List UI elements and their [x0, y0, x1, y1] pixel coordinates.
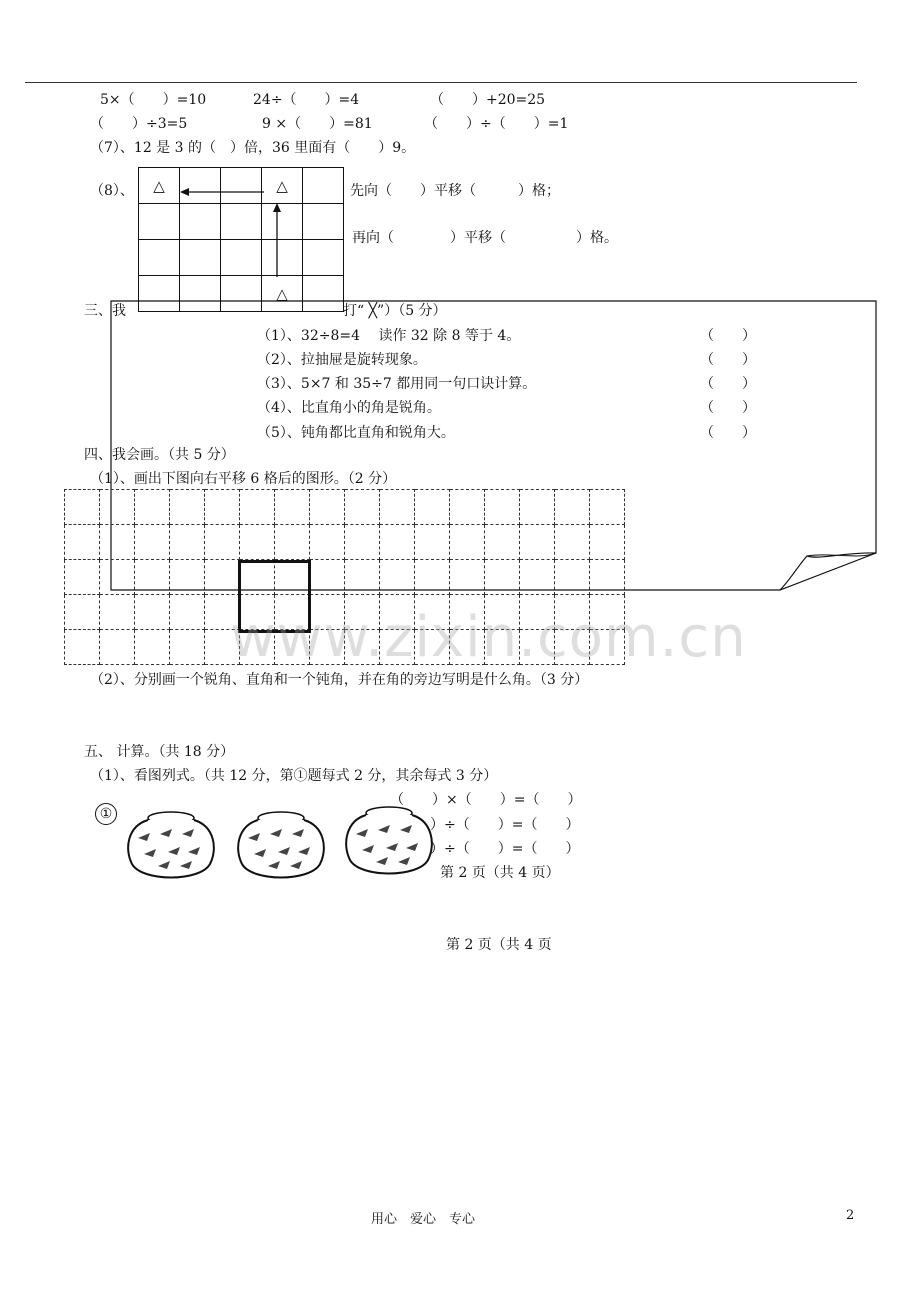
question-8-line2: 再向（ ）平移（ ）格。: [352, 230, 618, 246]
equation-1c: （ ）+20=25: [430, 92, 546, 108]
question-7: （7）、12 是 3 的（ ）倍，36 里面有（ ）9。: [90, 140, 416, 156]
tf-answer-5[interactable]: （ ）: [700, 425, 756, 441]
fishbowl-icon: [234, 808, 329, 883]
section-5-q1: （1）、看图列式。（共 12 分，第①题每式 2 分，其余每式 3 分）: [90, 768, 498, 784]
fishbowl-icon: [124, 808, 219, 883]
equation-2a: （ ）÷3=5: [90, 116, 188, 132]
section-5-heading: 五、 计算。（共 18 分）: [84, 744, 235, 760]
equation-2b: 9 ×（ ）=81: [262, 116, 373, 132]
section-3-heading-tail: 打“ ╳”）（5 分）: [343, 303, 447, 319]
tf-item-3: （3）、5×7 和 35÷7 都用同一句口诀计算。: [257, 376, 537, 392]
tf-answer-2[interactable]: （ ）: [700, 352, 756, 368]
tf-item-1: （1）、32÷8=4 读作 32 除 8 等于 4。: [257, 328, 521, 344]
section-4-heading: 四、我会画。（共 5 分）: [84, 447, 235, 463]
page-number-center: 第 2 页（共 4 页: [446, 937, 552, 953]
equation-2c: （ ）÷（ ）=1: [424, 116, 569, 132]
circled-one: ①: [95, 803, 117, 825]
question-8-label: （8）、: [90, 183, 134, 199]
section-4-q2: （2）、分别画一个锐角、直角和一个钝角，并在角的旁边写明是什么角。（3 分）: [90, 672, 589, 688]
tf-item-5: （5）、钝角都比直角和锐角大。: [257, 425, 455, 441]
section-4-q1: （1）、画出下图向右平移 6 格后的图形。（2 分）: [90, 471, 397, 487]
tf-answer-3[interactable]: （ ）: [700, 376, 756, 392]
triangle-cell: △: [262, 276, 303, 312]
section-3-heading: 三、我: [84, 303, 126, 319]
footer-page-number: 2: [846, 1208, 855, 1223]
tf-answer-1[interactable]: （ ）: [700, 328, 756, 344]
watermark: www.zixin.com.cn: [230, 605, 747, 670]
fishbowl-icon: [342, 802, 437, 880]
equation-1a: 5×（ ）=10: [100, 92, 207, 108]
fish-equation-1: （ ）×（ ）=（ ）: [390, 792, 582, 808]
question-8-line1: 先向（ ）平移（ ）格；: [350, 183, 560, 199]
tf-item-4: （4）、比直角小的角是锐角。: [257, 400, 441, 416]
footer-motto: 用心 爱心 专心: [371, 1212, 476, 1227]
fish-equation-2: ）÷（ ）=（ ）: [430, 817, 580, 833]
inner-page-number: 第 2 页（共 4 页）: [440, 865, 560, 881]
triangle-cell: △: [139, 168, 180, 204]
equation-1b: 24÷（ ）=4: [253, 92, 360, 108]
fish-equation-3: ）÷（ ）=（ ）: [430, 841, 580, 857]
triangle-cell: △: [262, 168, 303, 204]
tf-item-2: （2）、拉抽屉是旋转现象。: [257, 352, 427, 368]
tf-answer-4[interactable]: （ ）: [700, 400, 756, 416]
